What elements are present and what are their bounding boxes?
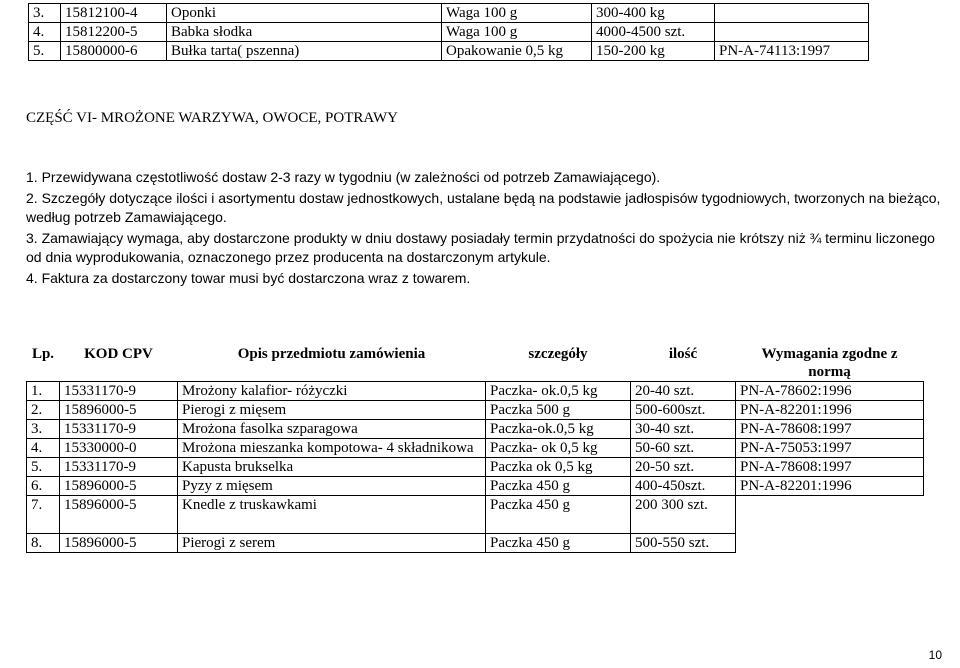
cell-quantity: 150-200 kg <box>592 42 715 61</box>
cell-cpv: 15331170-9 <box>60 458 178 477</box>
list-item <box>26 168 941 187</box>
table-row <box>27 382 924 401</box>
item-text: Faktura za dostarczony towar musi być dostarczona wraz z towarem. <box>41 270 471 286</box>
cell-lp: 2. <box>27 401 60 420</box>
cell-norm <box>736 496 924 534</box>
item-number: 4. <box>26 270 38 286</box>
cell-quantity: 400-450szt. <box>631 477 736 496</box>
cell-cpv: 15331170-9 <box>60 382 178 401</box>
list-item <box>26 229 941 267</box>
cell-cpv: 15896000-5 <box>60 477 178 496</box>
item-number: 2. <box>26 190 38 206</box>
header-description: Opis przedmiotu zamówienia <box>178 345 486 382</box>
cell-cpv: 15331170-9 <box>60 420 178 439</box>
cell-cpv: 15330000-0 <box>60 439 178 458</box>
cell-cpv: 15812200-5 <box>61 23 167 42</box>
cell-description: Babka słodka <box>167 23 442 42</box>
cell-description: Mrożona mieszanka kompotowa- 4 składnikowa <box>178 439 486 458</box>
cell-lp: 5. <box>27 458 60 477</box>
cell-details: Waga 100 g <box>442 23 592 42</box>
cell-lp: 6. <box>27 477 60 496</box>
cell-details: Paczka 450 g <box>486 534 631 553</box>
table-row <box>27 534 924 553</box>
section-heading: CZĘŚĆ VI- MROŻONE WARZYWA, OWOCE, POTRAWY <box>26 110 398 126</box>
header-details: szczegóły <box>486 345 631 382</box>
cell-quantity: 20-50 szt. <box>631 458 736 477</box>
cell-quantity: 200 300 szt. <box>631 496 736 534</box>
header-cpv: KOD CPV <box>60 345 178 382</box>
cell-norm <box>715 4 869 23</box>
cell-lp: 8. <box>27 534 60 553</box>
item-text: Przewidywana częstotliwość dostaw 2-3 razy w tygodniu (w zależności od potrzeb Zamawiającego). <box>41 169 661 185</box>
cell-details: Paczka ok 0,5 kg <box>486 458 631 477</box>
cell-quantity: 30-40 szt. <box>631 420 736 439</box>
table-row <box>27 401 924 420</box>
cell-quantity: 500-600szt. <box>631 401 736 420</box>
cell-norm: PN-A-78608:1997 <box>736 458 924 477</box>
top-product-table <box>28 3 869 61</box>
cell-details: Paczka 450 g <box>486 496 631 534</box>
table-row <box>27 496 924 534</box>
cell-quantity: 500-550 szt. <box>631 534 736 553</box>
cell-norm: PN-A-74113:1997 <box>715 42 869 61</box>
cell-lp: 4. <box>29 23 61 42</box>
table-row <box>29 42 869 61</box>
cell-cpv: 15800000-6 <box>61 42 167 61</box>
cell-description: Pierogi z serem <box>178 534 486 553</box>
list-item <box>26 189 941 227</box>
frozen-products-table <box>26 345 924 553</box>
cell-quantity: 50-60 szt. <box>631 439 736 458</box>
cell-details: Waga 100 g <box>442 4 592 23</box>
cell-lp: 3. <box>27 420 60 439</box>
item-text: Zamawiający wymaga, aby dostarczone produkty w dniu dostawy posiadały termin przydatności do spożycia nie krótszy niż ¾ terminu liczonego od dnia wyprodukowania, oznaczonego przez producenta na dostarczonym artykule. <box>26 230 935 265</box>
cell-norm <box>715 23 869 42</box>
cell-description: Knedle z truskawkami <box>178 496 486 534</box>
header-lp: Lp. <box>27 345 60 382</box>
cell-norm: PN-A-78608:1997 <box>736 420 924 439</box>
item-number: 1. <box>26 169 38 185</box>
cell-quantity: 4000-4500 szt. <box>592 23 715 42</box>
cell-description: Kapusta brukselka <box>178 458 486 477</box>
cell-norm: PN-A-82201:1996 <box>736 477 924 496</box>
table-row <box>27 420 924 439</box>
cell-quantity: 300-400 kg <box>592 4 715 23</box>
cell-description: Bułka tarta( pszenna) <box>167 42 442 61</box>
cell-lp: 5. <box>29 42 61 61</box>
cell-lp: 3. <box>29 4 61 23</box>
cell-norm: PN-A-82201:1996 <box>736 401 924 420</box>
cell-description: Mrożona fasolka szparagowa <box>178 420 486 439</box>
header-quantity: ilość <box>631 345 736 382</box>
cell-norm: PN-A-75053:1997 <box>736 439 924 458</box>
cell-lp: 1. <box>27 382 60 401</box>
table-row <box>27 477 924 496</box>
list-item <box>26 269 941 288</box>
table-row <box>29 4 869 23</box>
cell-lp: 7. <box>27 496 60 534</box>
requirements-list <box>26 168 941 290</box>
page-number: 10 <box>928 648 942 662</box>
cell-details: Paczka-ok.0,5 kg <box>486 420 631 439</box>
cell-cpv: 15896000-5 <box>60 401 178 420</box>
cell-details: Paczka 450 g <box>486 477 631 496</box>
cell-norm <box>736 534 924 553</box>
cell-description: Oponki <box>167 4 442 23</box>
cell-details: Opakowanie 0,5 kg <box>442 42 592 61</box>
cell-lp: 4. <box>27 439 60 458</box>
cell-description: Pyzy z mięsem <box>178 477 486 496</box>
cell-cpv: 15896000-5 <box>60 534 178 553</box>
item-number: 3. <box>26 230 38 246</box>
cell-details: Paczka- ok 0,5 kg <box>486 439 631 458</box>
cell-norm: PN-A-78602:1996 <box>736 382 924 401</box>
table-row <box>29 23 869 42</box>
cell-description: Pierogi z mięsem <box>178 401 486 420</box>
cell-details: Paczka- ok.0,5 kg <box>486 382 631 401</box>
table-header-row <box>27 345 924 382</box>
cell-cpv: 15896000-5 <box>60 496 178 534</box>
table-row <box>27 458 924 477</box>
cell-details: Paczka 500 g <box>486 401 631 420</box>
cell-cpv: 15812100-4 <box>61 4 167 23</box>
item-text: Szczegóły dotyczące ilości i asortymentu dostaw jednostkowych, ustalane będą na podstawie jadłospisów tygodniowych, tworzonych na bieżąco, według potrzeb Zamawiającego. <box>26 190 941 225</box>
table-row <box>27 439 924 458</box>
header-norm: Wymagania zgodne z normą <box>736 345 924 382</box>
cell-quantity: 20-40 szt. <box>631 382 736 401</box>
cell-description: Mrożony kalafior- różyczki <box>178 382 486 401</box>
